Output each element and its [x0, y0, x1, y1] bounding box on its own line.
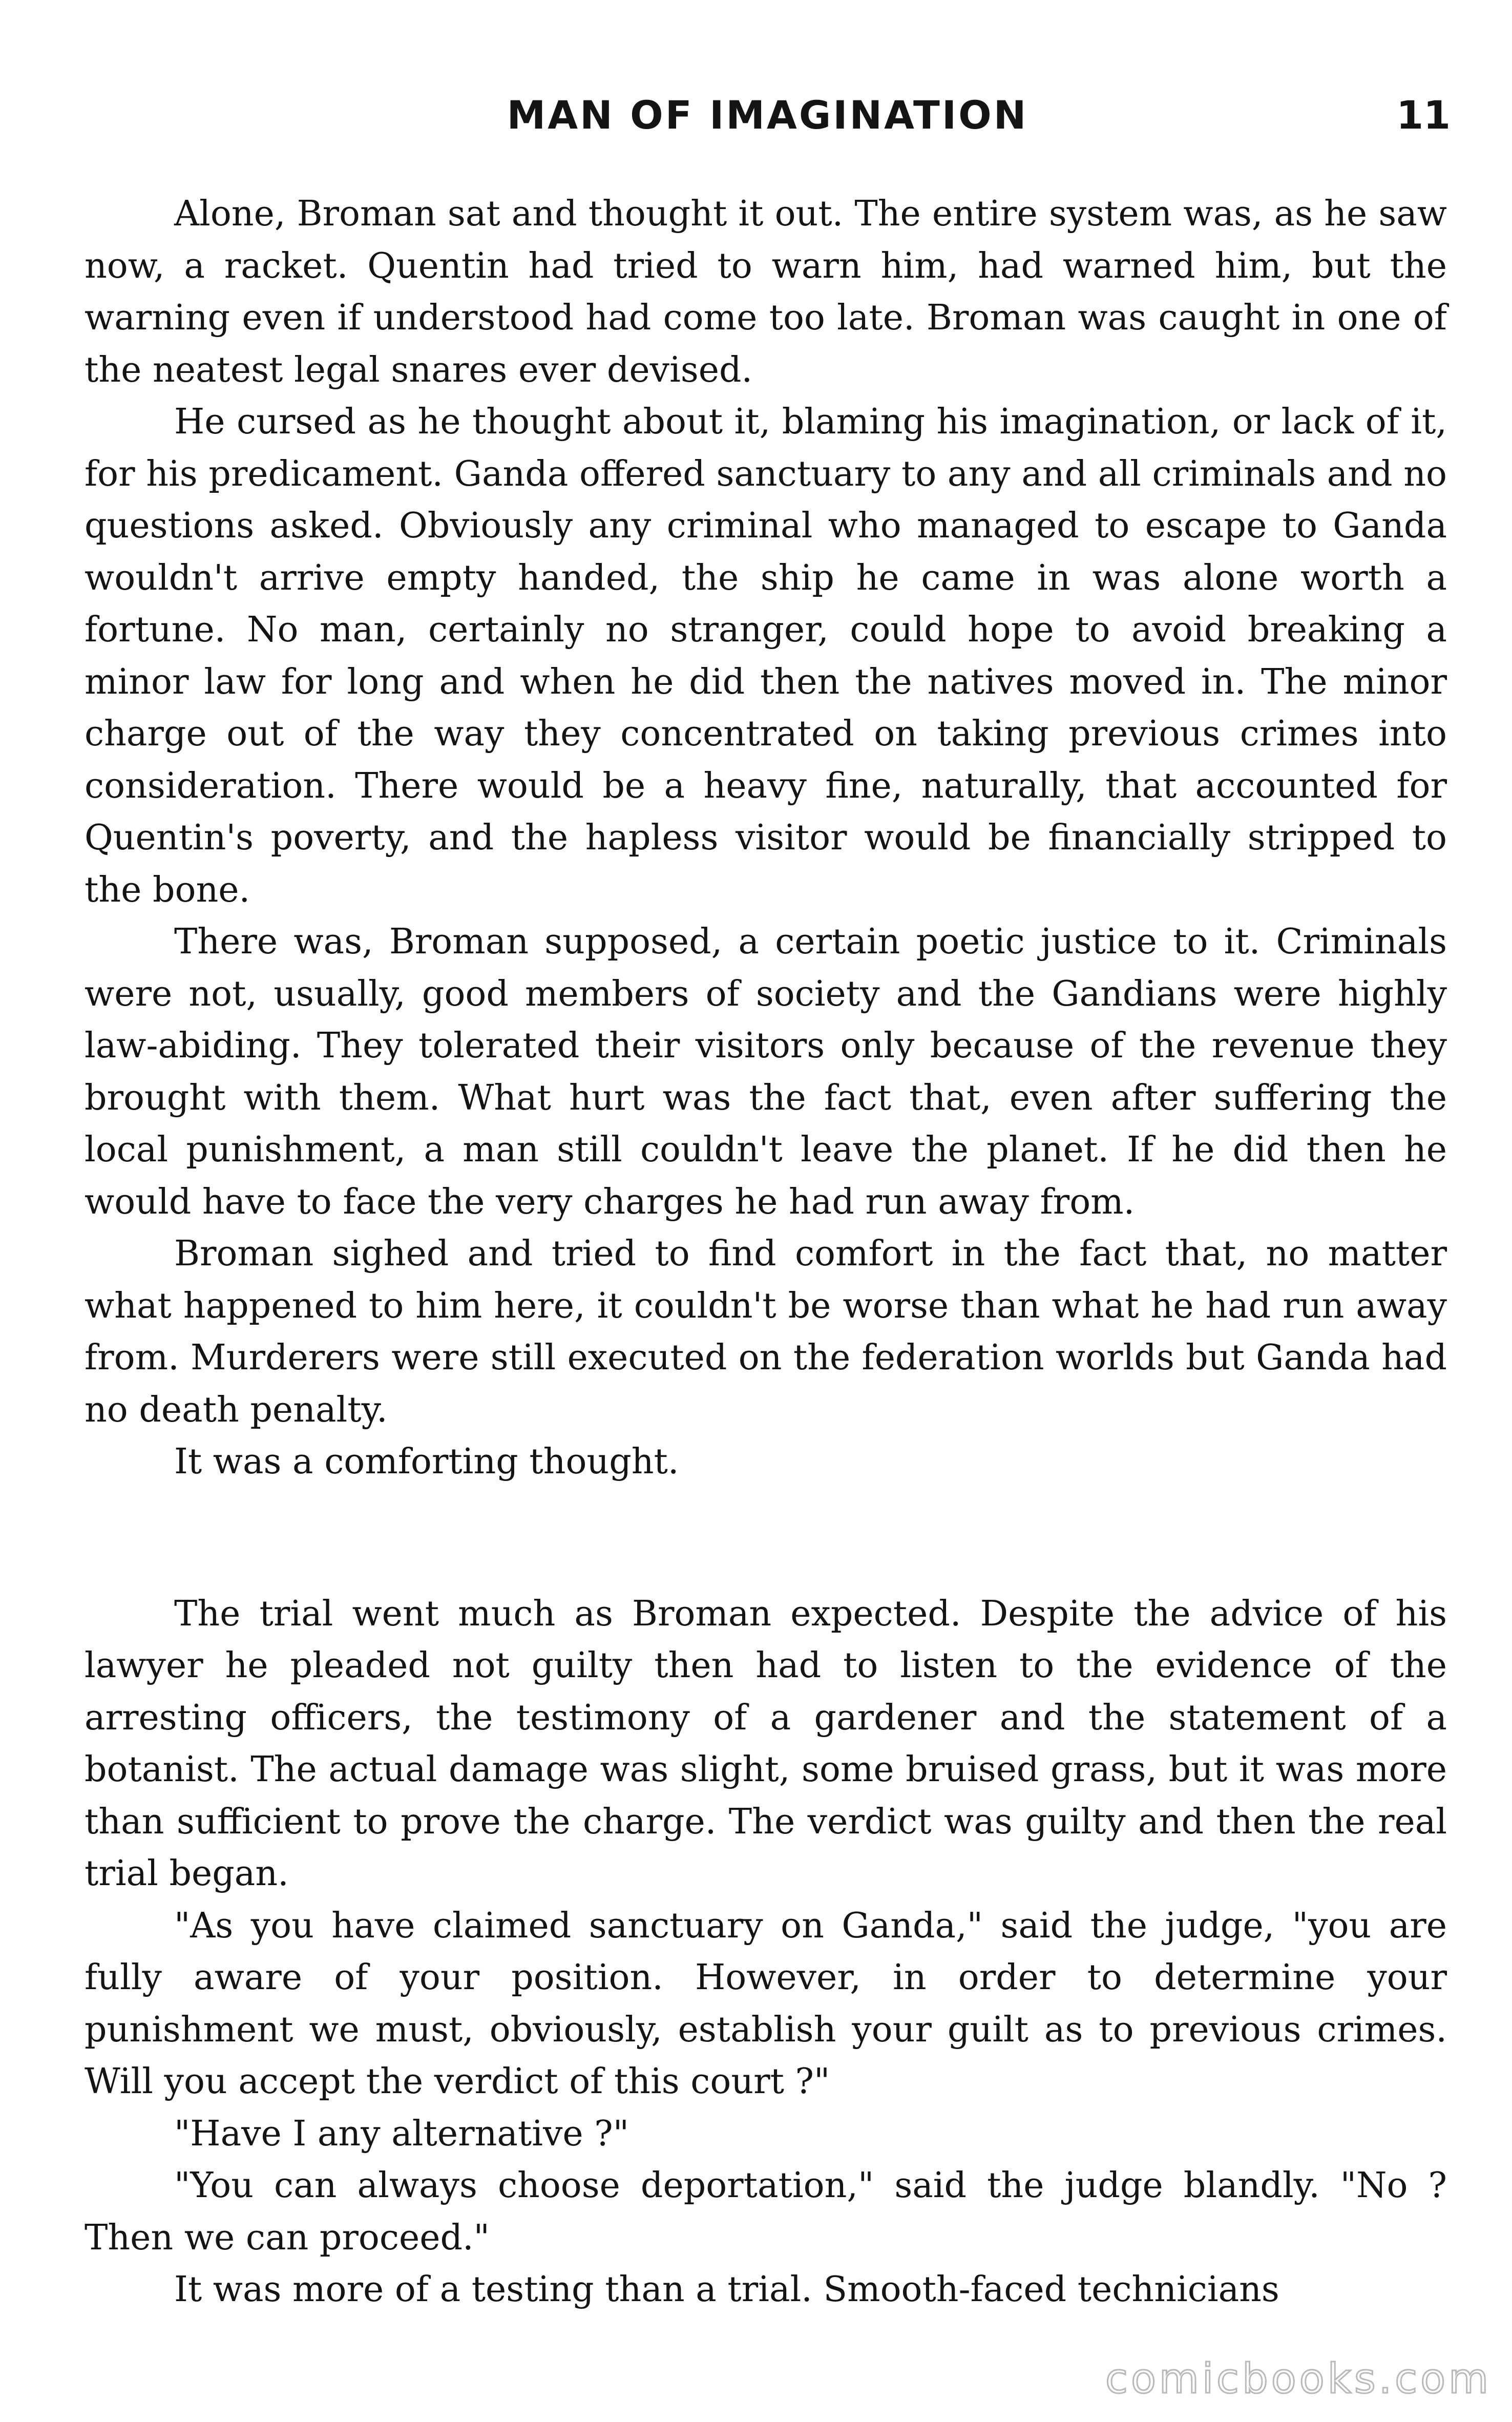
paragraph-6: The trial went much as Broman expected. Despite the advice of his lawyer he pleaded not guilty then had to listen to the evidence of the arresting officers, the testimony of a gardener and the statement of a botanist. The actual damage was slight, some bruised grass, but it was more than sufficient to prove the charge. The verdict was guilty and then the real trial began.	[85, 1593, 1447, 1894]
paragraph-7: "As you have claimed sanctuary on Ganda," said the judge, "you are fully aware of your position. However, in order to determine your punishment we must, obviously, establish your guilt as to previous crimes. Will you accept the verdict of this court ?"	[85, 1905, 1447, 2102]
body-text	[85, 188, 1447, 2316]
paragraph-4: Broman sighed and tried to find comfort in the fact that, no matter what happened to him here, it couldn't be worse than what he had run away from. Murderers were still executed on the federation worlds but Ganda had no death penalty.	[85, 1234, 1447, 1430]
watermark: comicbooks.com	[1105, 2355, 1492, 2403]
paragraph-8: "Have I any alternative ?"	[174, 2113, 629, 2154]
scene-break	[85, 1488, 1447, 1588]
paragraph-2: He cursed as he thought about it, blaming his imagination, or lack of it, for his predicament. Ganda offered sanctuary to any and all criminals and no questions asked. Obviously any criminal who managed to escape to Ganda wouldn't arrive empty handed, the ship he came in was alone worth a fortune. No man, certainly no stranger, could hope to avoid breaking a minor law for long and when he did then the natives moved in. The minor charge out of the way they concentrated on taking previous crimes into consideration. There would be a heavy fine, naturally, that accounted for Quentin's poverty, and the hapless visitor would be financially stripped to the bone.	[85, 402, 1447, 910]
paragraph-9: "You can always choose deportation," said the judge blandly. "No ? Then we can proceed."	[85, 2165, 1447, 2258]
paragraph-3: There was, Broman supposed, a certain poetic justice to it. Criminals were not, usually, good members of society and the Gandians were highly law-abiding. They tolerated their visitors only because of the revenue they brought with them. What hurt was the fact that, even after suffering the local punishment, a man still couldn't leave the planet. If he did then he would have to face the very charges he had run away from.	[85, 922, 1447, 1222]
page-number: 11	[1396, 92, 1451, 138]
paragraph-5: It was a comforting thought.	[174, 1442, 679, 1482]
paragraph-10: It was more of a testing than a trial. Smooth-faced technicians	[174, 2269, 1279, 2310]
running-title: MAN OF IMAGINATION	[507, 92, 1028, 138]
running-head	[85, 87, 1451, 143]
paragraph-1: Alone, Broman sat and thought it out. The entire system was, as he saw now, a racket. Quentin had tried to warn him, had warned him, but the warning even if understood had come too late. Broman was caught in one of the neatest legal snares ever devised.	[85, 194, 1447, 390]
